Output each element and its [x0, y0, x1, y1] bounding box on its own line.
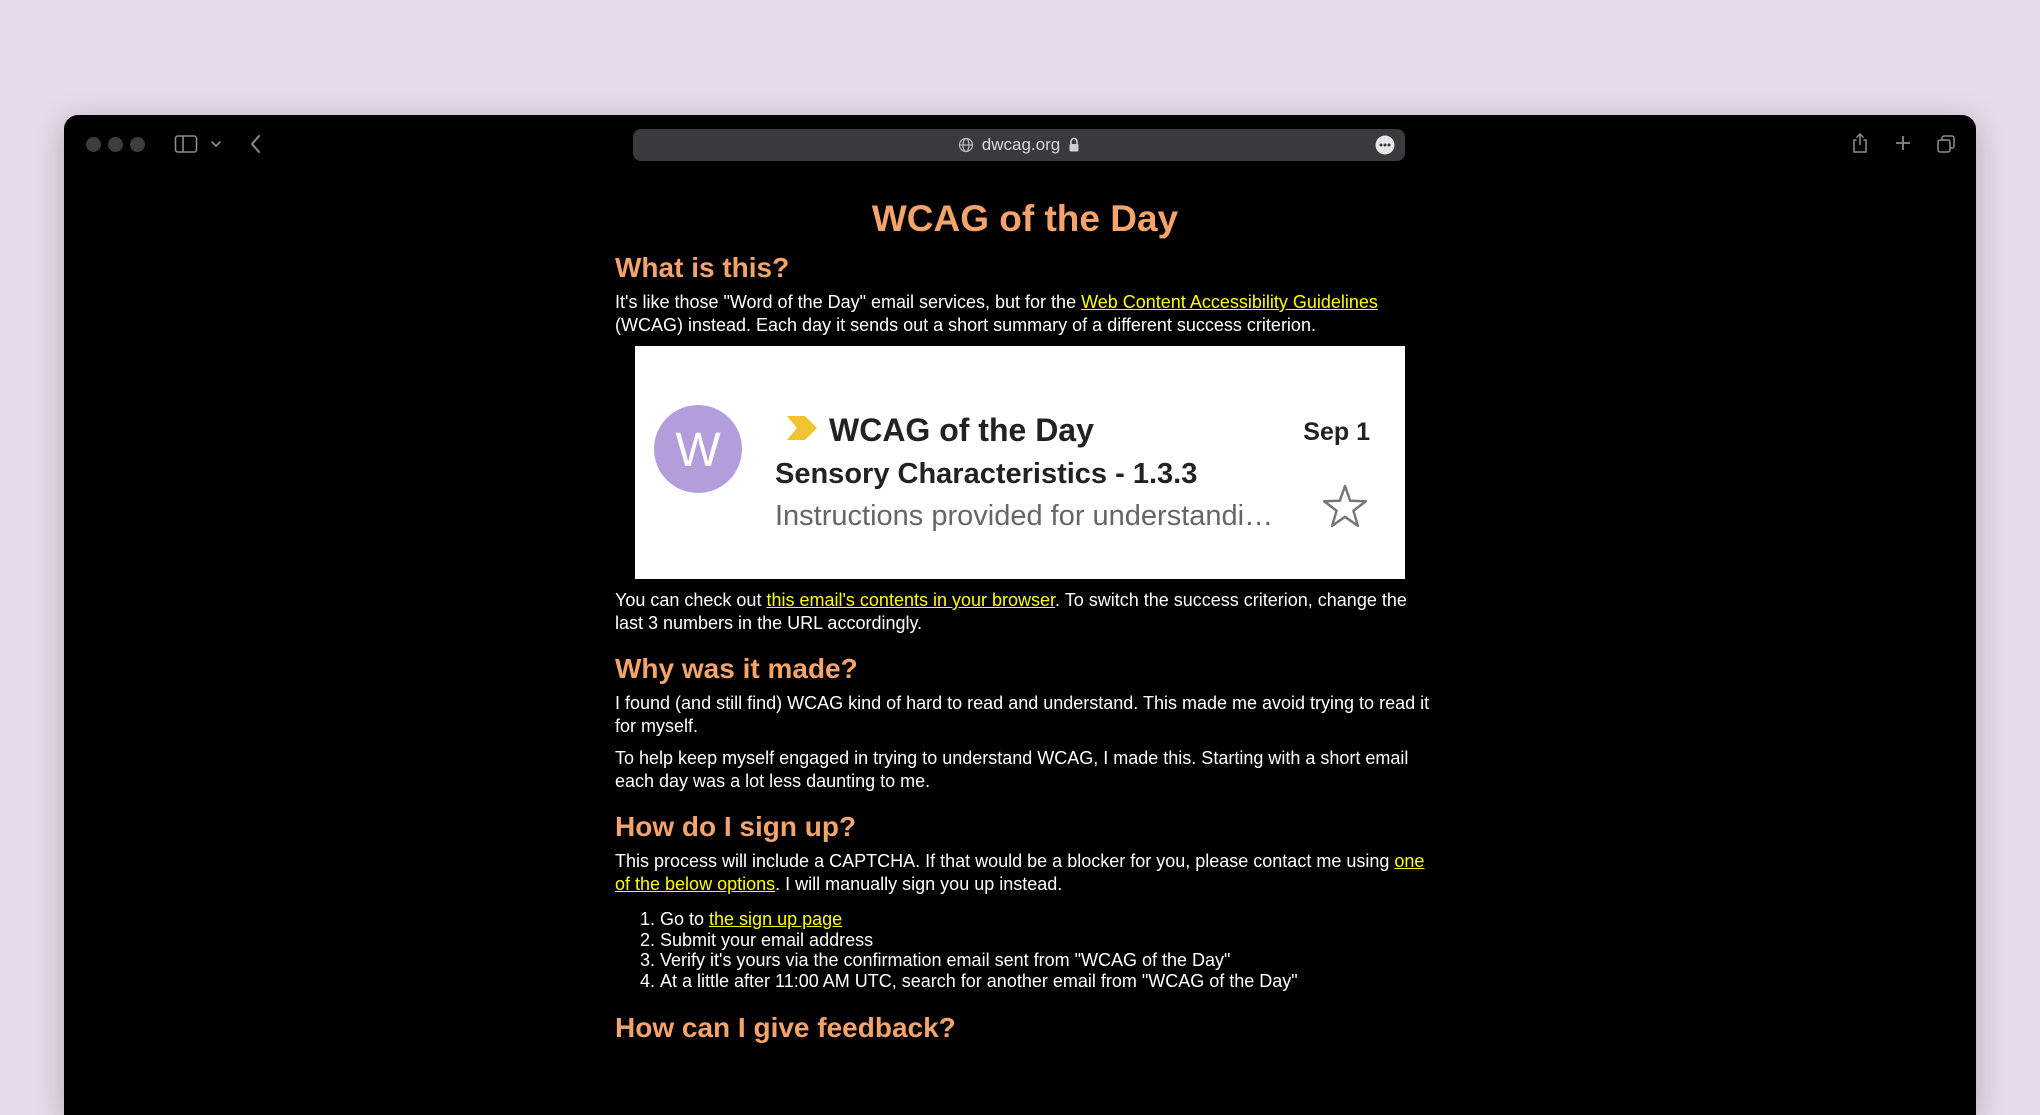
- section-heading-what: What is this?: [615, 252, 790, 283]
- email-date: Sep 1: [1303, 418, 1370, 446]
- back-icon[interactable]: [247, 133, 263, 155]
- more-icon[interactable]: [1375, 135, 1395, 155]
- email-preview-text: Instructions provided for understandi…: [775, 500, 1274, 532]
- email-preview-image: [635, 346, 1405, 579]
- why-paragraph-2: To help keep myself engaged in trying to understand WCAG, I made this. Starting with a short email each day was a lot less daunting to me.: [615, 748, 1409, 791]
- plus-icon[interactable]: [1893, 133, 1913, 153]
- wcag-link[interactable]: Web Content Accessibility Guidelines: [1081, 292, 1378, 312]
- avatar-letter: W: [675, 424, 721, 477]
- signup-paragraph: [615, 850, 1435, 895]
- section-heading-signup: How do I sign up?: [615, 811, 857, 842]
- browser-window: [64, 115, 1976, 1115]
- sidebar-icon[interactable]: [174, 132, 198, 156]
- list-item: [660, 909, 1435, 930]
- intro-paragraph: [615, 291, 1435, 336]
- tabs-icon[interactable]: [1935, 133, 1957, 155]
- zoom-window-button[interactable]: [130, 137, 145, 152]
- address-url: dwcag.org: [981, 135, 1061, 154]
- signup-steps-list: [615, 909, 1435, 991]
- text: (WCAG) instead. Each day it sends out a short summary of a different success criterion.: [615, 314, 1316, 335]
- page-title: WCAG of the Day: [871, 198, 1179, 239]
- page-content: [615, 185, 1435, 1051]
- list-item: 3. Verify it's yours via the confirmation email sent from "WCAG of the Day": [660, 950, 1435, 971]
- text: . I will manually sign you up instead.: [775, 873, 1063, 894]
- section-heading-feedback: How can I give feedback?: [615, 1012, 956, 1043]
- section-heading-why: Why was it made?: [615, 653, 858, 684]
- globe-icon: [958, 137, 974, 153]
- address-bar[interactable]: [633, 129, 1405, 161]
- contact-options-link[interactable]: one of the below options: [615, 851, 1425, 894]
- lock-icon: [1068, 137, 1080, 153]
- close-window-button[interactable]: [86, 137, 101, 152]
- email-browser-link[interactable]: this email's contents in your browser: [766, 590, 1056, 610]
- list-item: 4. At a little after 11:00 AM UTC, search for another email from "WCAG of the Day": [660, 971, 1435, 992]
- list-item: 2. Submit your email address: [660, 930, 1435, 951]
- email-sender: WCAG of the Day: [829, 412, 1094, 448]
- chevron-down-icon[interactable]: [209, 135, 223, 153]
- email-browser-paragraph: [615, 589, 1435, 634]
- text: You can check out: [615, 590, 767, 610]
- text: Go to: [660, 909, 710, 929]
- text: It's like those "Word of the Day" email services, but for the: [615, 292, 1082, 312]
- browser-toolbar: [64, 115, 1976, 173]
- email-subject: Sensory Characteristics - 1.3.3: [775, 458, 1198, 490]
- text: . To switch the success criterion, change the last 3 numbers in the URL accordingly.: [615, 590, 1407, 633]
- share-icon[interactable]: [1850, 131, 1870, 155]
- why-paragraph-1: I found (and still find) WCAG kind of hard to read and understand. This made me avoid trying to read it for myself.: [615, 693, 1430, 736]
- text: This process will include a CAPTCHA. If that would be a blocker for you, please contact me using: [615, 851, 1395, 871]
- signup-page-link[interactable]: the sign up page: [709, 909, 843, 929]
- minimize-window-button[interactable]: [108, 137, 123, 152]
